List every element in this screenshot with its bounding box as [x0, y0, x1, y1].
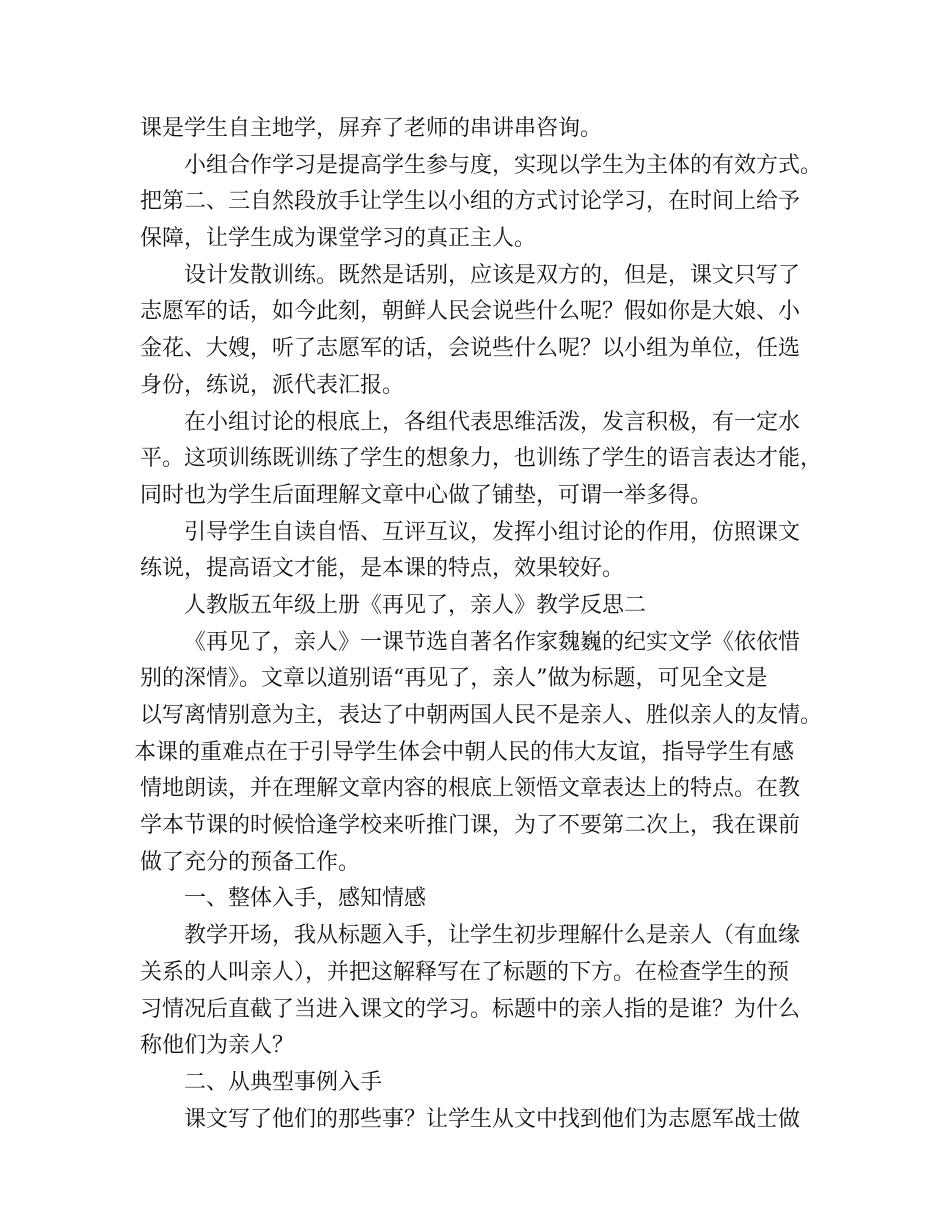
text-line: 志愿军的话，如今此刻，朝鲜人民会说些什么呢？假如你是大娘、小	[140, 299, 801, 325]
text-line: 金花、大嫂，听了志愿军的话，会说些什么呢？以小组为单位，任选	[140, 336, 801, 362]
text-line: 练说，提高语文才能，是本课的特点，效果较好。	[140, 556, 625, 582]
text-line: 称他们为亲人？	[140, 1033, 295, 1059]
text-line: 别的深情》。文章以道别语“再见了，亲人”做为标题，可见全文是	[140, 666, 768, 692]
paragraph-start: 课文写了他们的那些事？让学生从文中找到他们为志愿军战士做	[184, 1106, 801, 1132]
text-line: 同时也为学生后面理解文章中心做了铺垫，可谓一举多得。	[140, 482, 713, 508]
text-line: 把第二、三自然段放手让学生以小组的方式讨论学习，在时间上给予	[140, 189, 801, 215]
subsection-heading: 一、整体入手，感知情感	[184, 886, 427, 912]
text-line: 学本节课的时候恰逢学校来听推门课，为了不要第二次上，我在课前	[140, 813, 801, 839]
text-line: 关系的人叫亲人），并把这解释写在了标题的下方。在检查学生的预	[140, 959, 790, 985]
text-line: 平。这项训练既训练了学生的想象力，也训练了学生的语言表达才能，	[140, 446, 823, 472]
document-body	[134, 111, 830, 1138]
text-line: 课是学生自主地学，屏弃了老师的串讲串咨询。	[140, 116, 603, 141]
paragraph-start: 小组合作学习是提高学生参与度，实现以学生为主体的有效方式。	[184, 152, 823, 178]
text-line: 保障，让学生成为课堂学习的真正主人。	[140, 226, 537, 252]
paragraph-start: 《再见了，亲人》一课节选自著名作家魏巍的纪实文学《依依惜	[184, 629, 801, 655]
text-line: 本课的重难点在于引导学生体会中朝人民的伟大友谊，指导学生有感	[134, 739, 795, 765]
text-line: 做了充分的预备工作。	[140, 849, 361, 875]
paragraph-start: 在小组讨论的根底上，各组代表思维活泼，发言积极，有一定水	[184, 409, 801, 435]
paragraph-start: 设计发散训练。既然是话别，应该是双方的，但是，课文只写了	[184, 262, 801, 288]
text-line: 身份，练说，派代表汇报。	[140, 372, 405, 398]
paragraph-start: 教学开场，我从标题入手，让学生初步理解什么是亲人（有血缘	[184, 923, 801, 949]
paragraph-start: 引导学生自读自悟、互评互议，发挥小组讨论的作用，仿照课文	[184, 519, 801, 545]
text-line: 情地朗读，并在理解文章内容的根底上领悟文章表达上的特点。在教	[140, 776, 801, 802]
text-line: 以写离情别意为主，表达了中朝两国人民不是亲人、胜似亲人的友情。	[140, 703, 823, 728]
subsection-heading: 二、从典型事例入手	[184, 1069, 383, 1095]
text-line: 习情况后直截了当进入课文的学习。标题中的亲人指的是谁？为什么	[140, 996, 801, 1022]
section-title: 人教版五年级上册《再见了，亲人》教学反思二	[184, 592, 647, 618]
